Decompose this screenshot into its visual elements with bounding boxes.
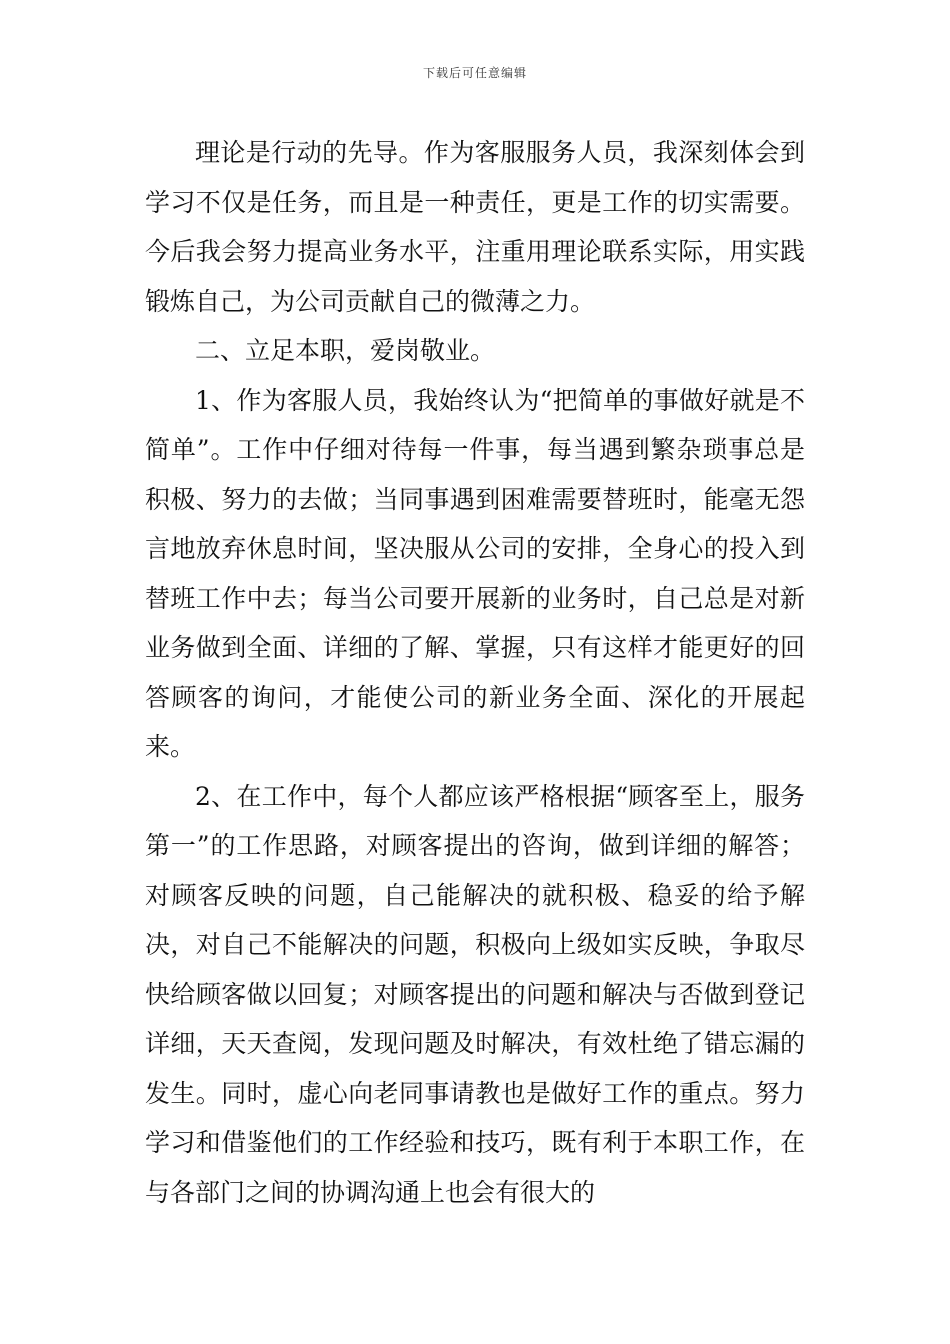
paragraph-item-1: 1、作为客服人员，我始终认为“把简单的事做好就是不简单”。工作中仔细对待每一件事，每当遇到繁杂琐事总是积极、努力的去做；当同事遇到困难需要替班时，能毫无怨言地放弃休息时间，坚决服从公司的安排，全身心的投入到替班工作中去；每当公司要开展新的业务时，自己总是对新业务做到全面、详细的了解、掌握，只有这样才能更好的回答顾客的询问，才能使公司的新业务全面、深化的开展起来。: [145, 385, 805, 761]
paragraph-item-2: 2、在工作中，每个人都应该严格根据“顾客至上，服务第一”的工作思路，对顾客提出的咨询，做到详细的解答；对顾客反映的问题，自己能解决的就积极、稳妥的给予解决，对自己不能解决的问题，积极向上级如实反映，争取尽快给顾客做以回复；对顾客提出的问题和解决与否做到登记详细，天天查阅，发现问题及时解决，有效杜绝了错忘漏的发生。同时，虚心向老同事请教也是做好工作的重点。努力学习和借鉴他们的工作经验和技巧，既有利于本职工作，在与各部门之间的协调沟通上也会有很大的: [145, 781, 805, 1207]
section-heading-2: 二、立足本职，爱岗敬业。: [195, 336, 496, 365]
header-note: 下载后可任意编辑: [422, 66, 527, 80]
paragraph-theory: 理论是行动的先导。作为客服服务人员，我深刻体会到学习不仅是任务，而且是一种责任，更是工作的切实需要。今后我会努力提高业务水平，注重用理论联系实际，用实践锻炼自己，为公司贡献自己的微薄之力。: [145, 138, 805, 316]
document-body: [145, 128, 805, 1217]
